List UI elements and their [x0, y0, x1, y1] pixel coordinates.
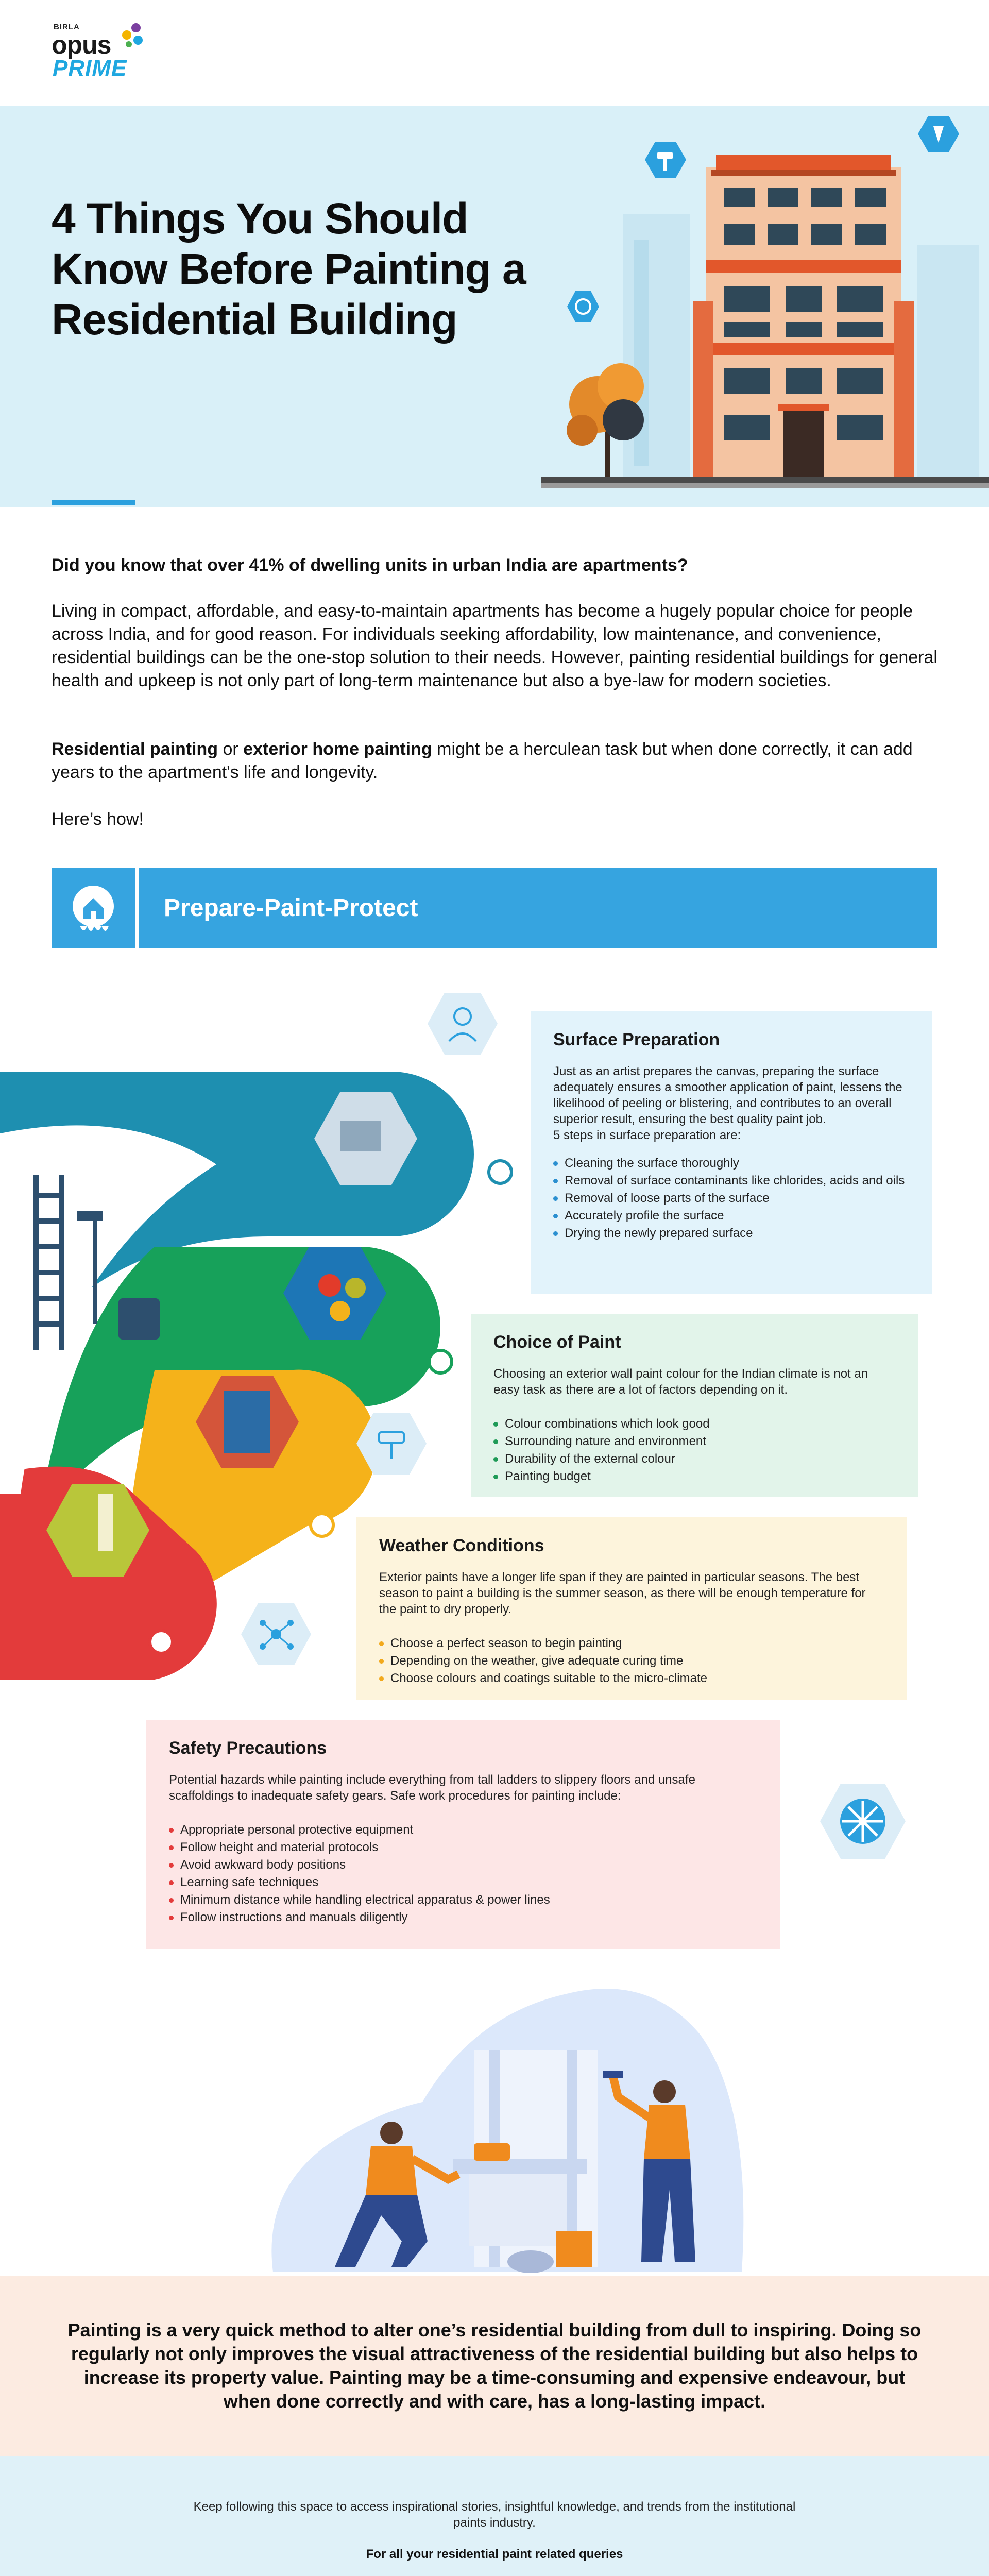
section-banner: [139, 868, 937, 948]
list-item: Painting budget: [493, 1468, 895, 1485]
list-item: Learning safe techniques: [169, 1874, 757, 1891]
card-surface-preparation: [531, 1011, 932, 1294]
card-body: Just as an artist prepares the canvas, preparing the surface adequately ensures a smoother application of paint, lessens the likelihood of peeling or blistering, and contributes to an overall superior result, ensuring the best quality paint job.: [553, 1064, 902, 1126]
title-underline: [52, 500, 135, 505]
building-illustration: [541, 106, 989, 507]
footer-text: Keep following this space to access inspirational stories, insightful knowledge, and trends from the institutional paints industry.: [193, 2500, 796, 2530]
list-item: Depending on the weather, give adequate curing time: [379, 1652, 884, 1670]
card-list: [493, 1415, 895, 1485]
card-body: Exterior paints have a longer life span if they are painted in particular seasons. The best season to paint a building is the summer season, as there will be enough temperature for the paint to dry properly.: [379, 1570, 866, 1616]
intro-paragraph-2: Residential painting or exterior home painting might be a herculean task but when done correctly, it can add years to the apartment's life and longevity.: [52, 739, 913, 782]
footer-cta[interactable]: For all your residential paint related queries: [366, 2547, 623, 2561]
list-item: Appropriate personal protective equipment: [169, 1821, 757, 1839]
list-item: Avoid awkward body positions: [169, 1856, 757, 1874]
heres-how: Here’s how!: [52, 809, 144, 829]
list-item: Durability of the external colour: [493, 1450, 895, 1468]
card-title: Surface Preparation: [553, 1030, 720, 1049]
step-marker-2: [428, 1349, 453, 1375]
painters-illustration: [258, 1973, 773, 2282]
card-body: Choosing an exterior wall paint colour for the Indian climate is not an easy task as there are a lot of factors depending on it.: [493, 1367, 868, 1397]
card-weather-conditions: [356, 1517, 907, 1700]
card-list: [553, 1155, 910, 1242]
roller-icon: [355, 1412, 428, 1476]
list-item: Drying the newly prepared surface: [553, 1225, 910, 1242]
fan-icon: [819, 1783, 907, 1860]
list-item: Follow height and material protocols: [169, 1839, 757, 1856]
page-title: 4 Things You Should Know Before Painting a Residential Building: [52, 194, 526, 344]
card-list: [169, 1821, 757, 1926]
worker-icon: [427, 992, 499, 1056]
step-marker-4: [148, 1629, 174, 1655]
step-marker-3: [309, 1512, 335, 1538]
closing-section: [0, 2276, 989, 2456]
network-icon: [240, 1602, 312, 1666]
list-item: Follow instructions and manuals diligently: [169, 1909, 757, 1926]
intro-paragraph-1: Living in compact, affordable, and easy-to-maintain apartments has become a hugely popular choice for people across India, and for good reason. For individuals seeking affordability, low maintenance, and convenience, residential buildings can be the one-stop solution to their needs. However, painting residential buildings for general health and upkeep is not only part of long-term maintenance but also a bye-law for modern societies.: [52, 601, 937, 690]
section-title: Prepare-Paint-Protect: [164, 894, 418, 922]
banner-icon-box: [52, 868, 135, 948]
list-item: Surrounding nature and environment: [493, 1433, 895, 1450]
step-marker-1: [487, 1159, 513, 1185]
list-item: Accurately profile the surface: [553, 1207, 910, 1225]
brand-dots-icon: [116, 23, 145, 48]
card-title: Safety Precautions: [169, 1738, 327, 1758]
closing-text: Painting is a very quick method to alter one’s residential building from dull to inspiring. Doing so regularly not only improves the visual attractiveness of the residential building but also helps to increase its property value. Painting may be a time-consuming and expensive endeavour, but when done correctly and with care, has a long-lasting impact.: [67, 2319, 922, 2412]
card-list: [379, 1635, 884, 1687]
list-item: Choose colours and coatings suitable to the micro-climate: [379, 1670, 884, 1687]
card-title: Weather Conditions: [379, 1536, 544, 1555]
card-lead: 5 steps in surface preparation are:: [553, 1128, 741, 1142]
intro-question: Did you know that over 41% of dwelling units in urban India are apartments?: [52, 555, 688, 575]
card-choice-of-paint: [471, 1314, 918, 1497]
list-item: Colour combinations which look good: [493, 1415, 895, 1433]
list-item: Removal of surface contaminants like chlorides, acids and oils: [553, 1172, 910, 1190]
residential-painting-link[interactable]: Residential painting: [52, 739, 218, 759]
hero-section: [0, 106, 989, 507]
card-title: Choice of Paint: [493, 1332, 621, 1352]
brand-middle: opus: [52, 30, 111, 59]
brand-top: BIRLA: [54, 23, 80, 31]
list-item: Minimum distance while handling electrical apparatus & power lines: [169, 1891, 757, 1909]
brand-bottom: PRIME: [53, 56, 127, 81]
list-item: Cleaning the surface thoroughly: [553, 1155, 910, 1172]
home-icon: [52, 868, 135, 948]
card-safety-precautions: [146, 1720, 780, 1949]
footer: [0, 2456, 989, 2576]
list-item: Removal of loose parts of the surface: [553, 1190, 910, 1207]
list-item: Choose a perfect season to begin painting: [379, 1635, 884, 1652]
exterior-home-painting-link[interactable]: exterior home painting: [243, 739, 432, 759]
card-body: Potential hazards while painting include everything from tall ladders to slippery floors and unsafe scaffoldings to inadequate safety gears. Safe work procedures for painting include:: [169, 1773, 695, 1803]
site-header: [0, 0, 989, 106]
